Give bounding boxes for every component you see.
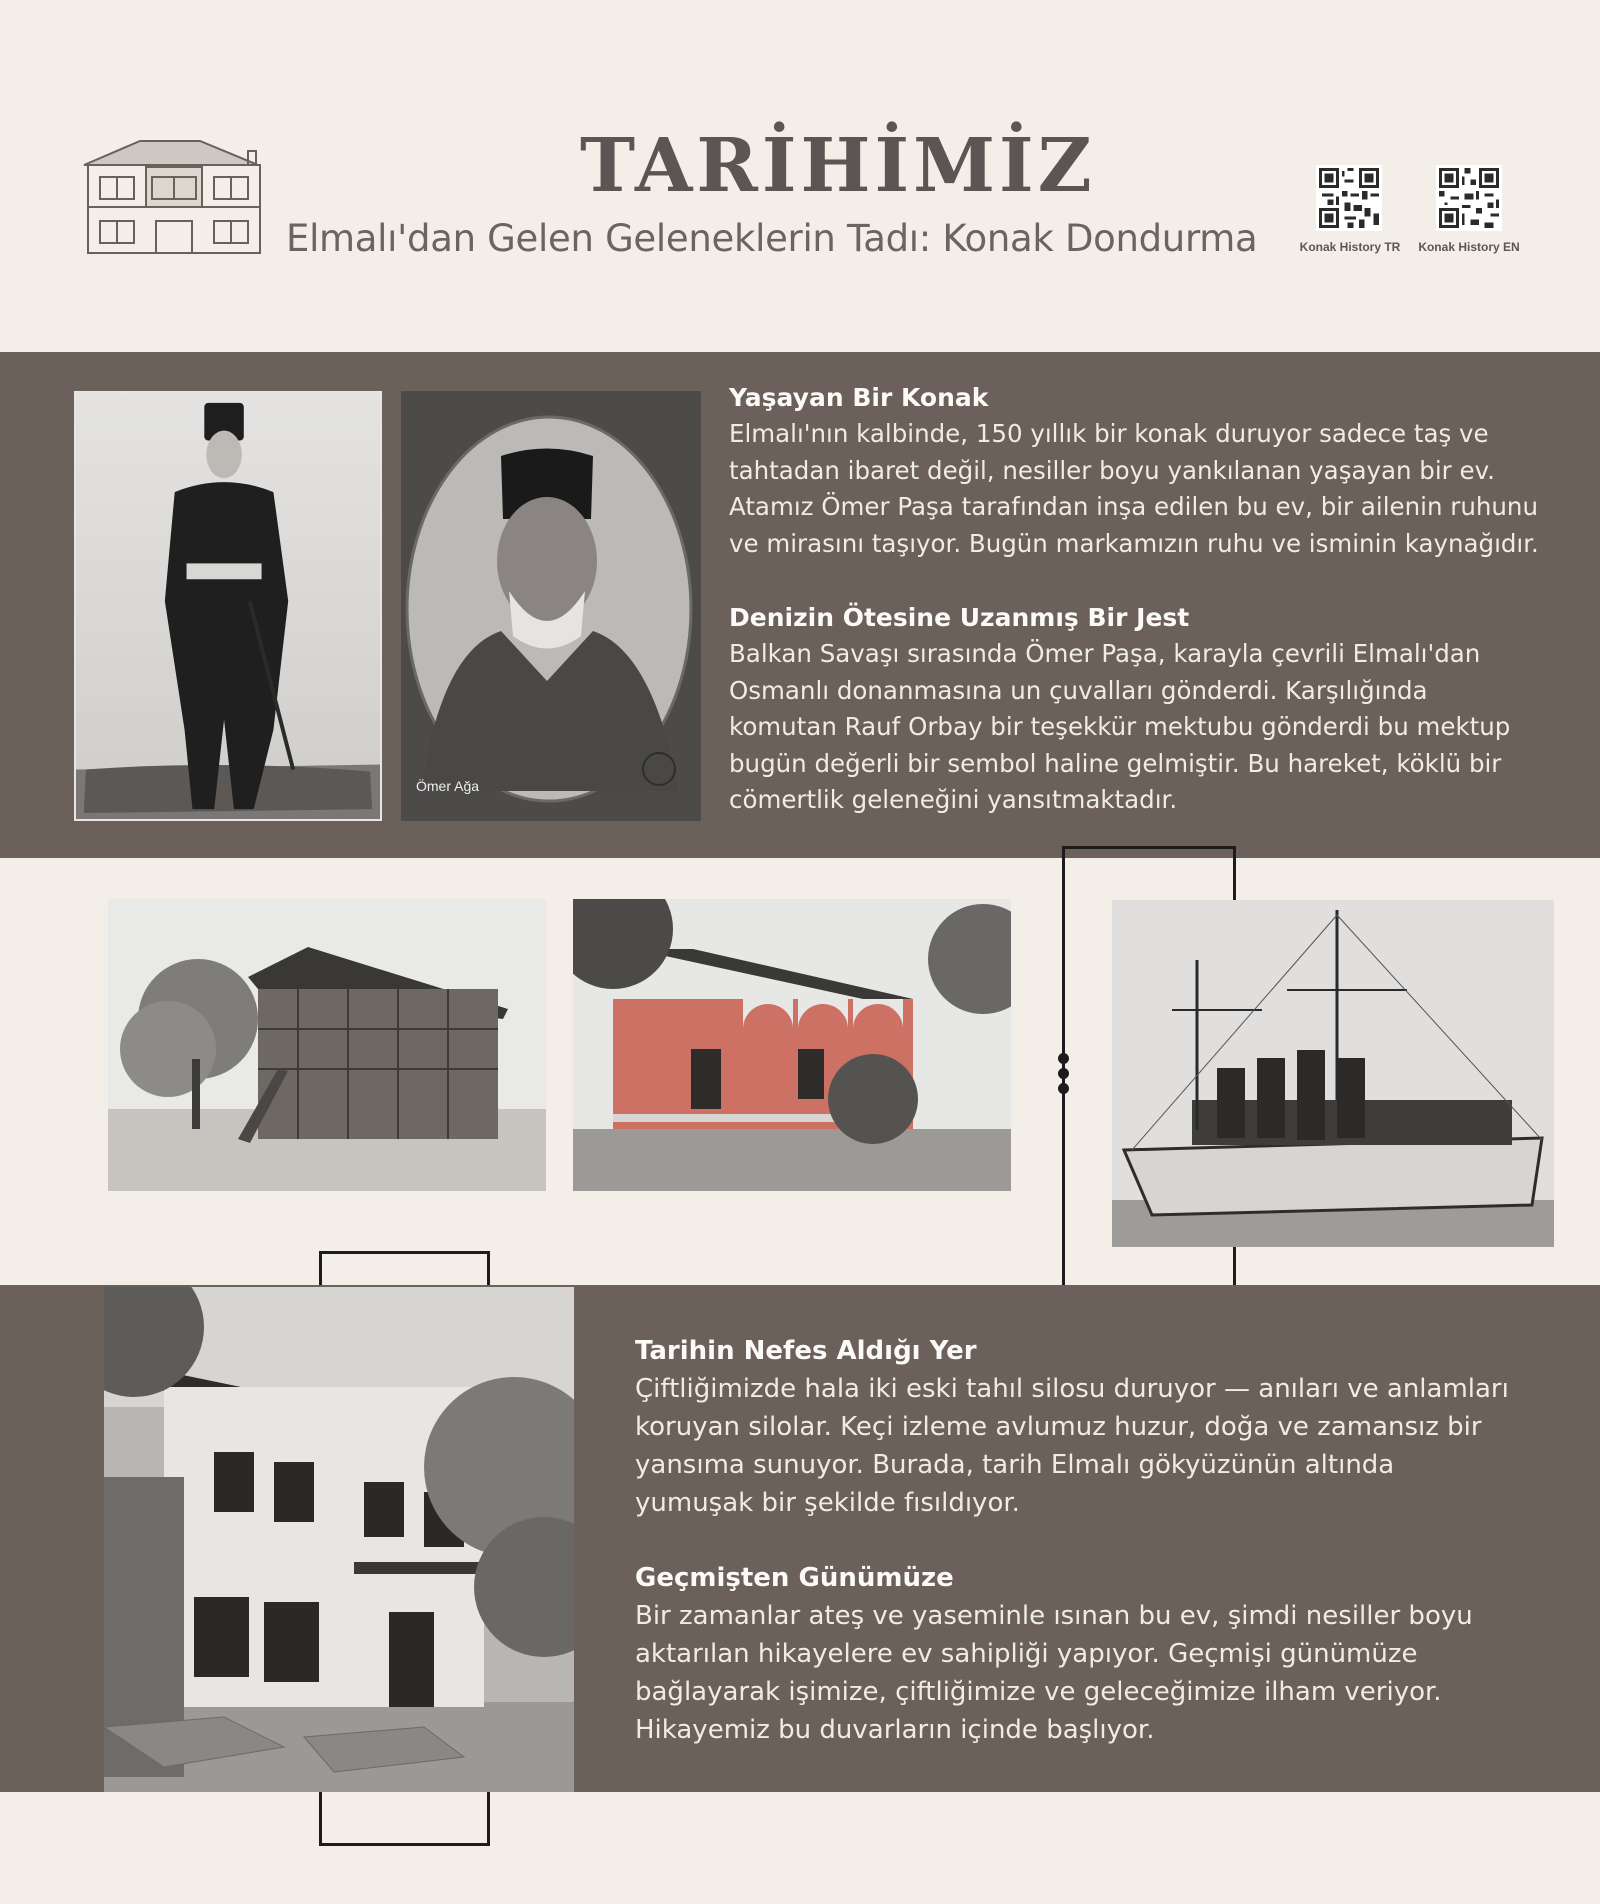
section-line: Elmalı'nın kalbinde, 150 yıllık bir konak duruyor sadece taş ve: [729, 419, 1489, 448]
section-heading: Denizin Ötesine Uzanmış Bir Jest: [729, 603, 1190, 632]
section-heading: Tarihin Nefes Aldığı Yer: [635, 1336, 977, 1366]
qr-code-en[interactable]: [1436, 165, 1502, 231]
qr-label-tr: Konak History TR: [1299, 240, 1401, 254]
section-line: yansıma sunuyor. Burada, tarih Elmalı gökyüzünün altında: [635, 1450, 1395, 1480]
section-denizin-otesine: [729, 600, 1569, 819]
section-line: Bir zamanlar ateş ve yaseminle ısınan bu ev, şimdi nesiller boyu: [635, 1601, 1473, 1631]
section-line: bugün değerli bir sembol haline gelmiştir. Bu hareket, köklü bir: [729, 748, 1502, 778]
section-line: koruyan silolar. Keçi izleme avlumuz huzur, doğa ve zamansız bir: [635, 1412, 1482, 1442]
section-heading: Yaşayan Bir Konak: [729, 383, 989, 412]
section-line: Osmanlı donanmasına un çuvalları gönderdi. Karşılığında: [729, 675, 1428, 705]
omer-aga-caption: Ömer Ağa: [416, 778, 480, 794]
omer-aga-portrait-photo: [401, 391, 701, 821]
section-line: komutan Rauf Orbay bir teşekkür mektubu gönderdi bu mektup: [729, 712, 1511, 742]
section-line: cömertlik geleneğini yansıtmaktadır.: [729, 785, 1178, 815]
qr-label-en: Konak History EN: [1418, 240, 1520, 254]
section-line: bağlayarak işimize, çiftliğimize ve geleceğimize ilham veriyor.: [635, 1677, 1442, 1707]
section-tarihin-nefes-aldigi-yer: [635, 1332, 1535, 1522]
page-title: TARİHİMİZ: [580, 123, 1096, 209]
omer-pasa-portrait-photo: [74, 391, 382, 821]
section-line: aktarılan hikayelere ev sahipliği yapıyor. Geçmişi günümüze: [635, 1639, 1418, 1669]
qr-code-icon: [1439, 168, 1499, 228]
konak-house-photo: [104, 1287, 574, 1792]
section-heading: Geçmişten Günümüze: [635, 1563, 954, 1593]
section-line: Balkan Savaşı sırasında Ömer Paşa, karayla çevrili Elmalı'dan: [729, 639, 1481, 668]
page-subtitle: Elmalı'dan Gelen Geleneklerin Tadı: Konak Dondurma: [286, 217, 1258, 260]
section-line: ve mirasını taşıyor. Bugün markamızın ruhu ve isminin kaynağıdır.: [729, 528, 1539, 558]
section-yasayan-bir-konak: [729, 380, 1569, 562]
section-line: Hikayemiz bu duvarların içinde başlıyor.: [635, 1715, 1155, 1745]
three-dots-icon: [1058, 1053, 1072, 1098]
section-line: yumuşak bir şekilde fısıldıyor.: [635, 1488, 1020, 1518]
section-line: Atamız Ömer Paşa tarafından inşa edilen bu ev, bir ailenin ruhunu: [729, 492, 1538, 522]
wooden-konak-photo: [108, 899, 546, 1191]
red-pavilion-photo: [573, 899, 1011, 1191]
konak-house-logo-icon: [80, 135, 268, 257]
section-gecmisten-gunumuze: [635, 1559, 1535, 1749]
qr-code-tr[interactable]: [1316, 165, 1382, 231]
section-line: tahtadan ibaret değil, nesiller boyu yankılanan yaşayan bir ev.: [729, 455, 1495, 485]
qr-code-icon: [1319, 168, 1379, 228]
warship-photo: [1112, 900, 1554, 1247]
section-line: Çiftliğimizde hala iki eski tahıl silosu duruyor — anıları ve anlamları: [635, 1374, 1509, 1404]
